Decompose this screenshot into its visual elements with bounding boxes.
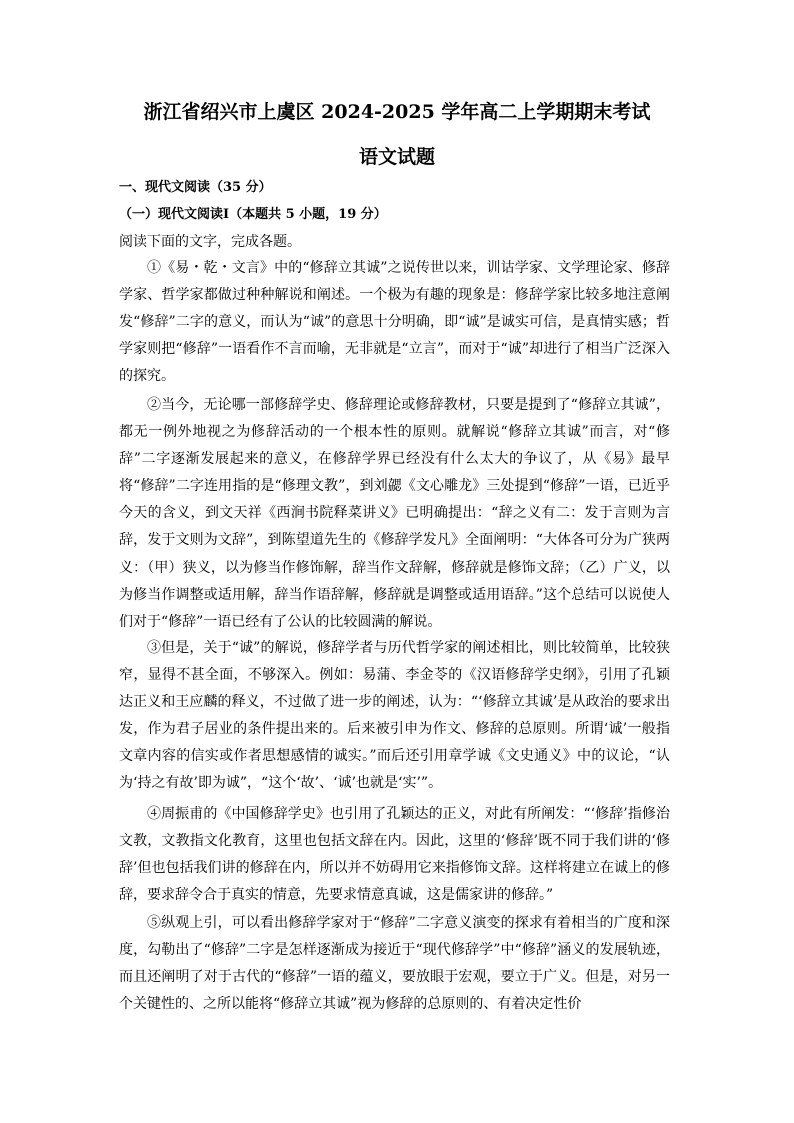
paragraph-2: ②当今，无论哪一部修辞学史、修辞理论或修辞教材，只要是提到了“修辞立其诚”，都无一例外地视之为修辞活动的一个根本性的原则。就解说“修辞立其诚”而言，对“修辞”二字逐渐发展起来的意义，在修辞学界已经没有什么太大的争议了，从《易》最早将“修辞”二字连用指的是“修理文教”，到刘勰《文心雕龙》三处提到“修辞”一语，已近乎今天的含义，到文天祥《西涧书院释菜讲义》已明确提出：“辞之义有二：发于言则为言辞，发于文则为文辞”，到陈望道先生的《修辞学发凡》全面阐明：“大体各可分为广狭两义：（甲）狭义，以为修当作修饰解，辞当作文辞解，修辞就是修饰文辞；（乙）广义，以为修当作调整或适用解，辞当作语辞解，修辞就是调整或适用语辞。”这个总结可以说使人们对于“修辞”一语已经有了公认的比较圆满的解说。 xyxy=(119,397,670,630)
document-subtitle: 语文试题 xyxy=(358,146,435,168)
section-heading-modern-reading: 一、现代文阅读（35 分） xyxy=(119,180,272,195)
paragraph-3: ③但是，关于“诚”的解说，修辞学者与历代哲学家的阐述相比，则比较简单，比较狭窄，显得不甚全面，不够深入。例如：易蒲、李金苓的《汉语修辞学史纲》，引用了孔颖达正义和王应麟的释义，不过做了进一步的阐述，认为：“‘修辞立其诚’是从政治的要求出发，作为君子居业的条件提出来的。后来被引申为作文、修辞的总原则。所谓‘诚’一般指文章内容的信实或作者思想感情的诚实。”而后还引用章学诚《文史通义》中的议论，“认为‘持之有故’即为诚”，“这个‘故’、‘诚’也就是‘实’”。 xyxy=(119,640,670,792)
paragraph-5: ⑤纵观上引，可以看出修辞学家对于“修辞”二字意义演变的探求有着相当的广度和深度，勾勒出了“修辞”二字是怎样逐渐成为接近于“现代修辞学”中“修辞”涵义的发展轨迹，而且还阐明了对于古代的“修辞”一语的蕴义，要放眼于宏观，要立于广义。但是，对另一个关键性的、之所以能将“修辞立其诚”视为修辞的总原则的、有着决定性价 xyxy=(119,915,670,1013)
paragraph-1: ①《易・乾・文言》中的“修辞立其诚”之说传世以来，训诂学家、文学理论家、修辞学家、哲学家都做过种种解说和阐述。一个极为有趣的现象是：修辞学家比较多地注意阐发“修辞”二字的意义，而认为“诚”的意思十分明确，即“诚”是诚实可信，是真情实感；哲学家则把“修辞”一语看作不言而喻，无非就是“立言”，而对于“诚”却进行了相当广泛深入的探究。 xyxy=(119,260,670,385)
paragraph-4: ④周振甫的《中国修辞学史》也引用了孔颖达的正义，对此有所阐发：“‘修辞’指修治文教，文教指文化教育，这里也包括文辞在内。因此，这里的‘修辞’既不同于我们讲的‘修辞’但也包括我们讲的修辞在内，所以并不妨碍用它来指修饰文辞。这样将建立在诚上的修辞，要求辞令合于真实的情意，先要求情意真诚，这是儒家讲的修辞。” xyxy=(119,806,670,904)
subsection-heading-reading-one: （一）现代文阅读Ⅰ（本题共 5 小题，19 分） xyxy=(119,207,387,222)
reading-instruction: 阅读下面的文字，完成各题。 xyxy=(119,234,301,250)
document-title: 浙江省绍兴市上虞区 2024-2025 学年高二上学期期末考试 xyxy=(143,101,651,123)
